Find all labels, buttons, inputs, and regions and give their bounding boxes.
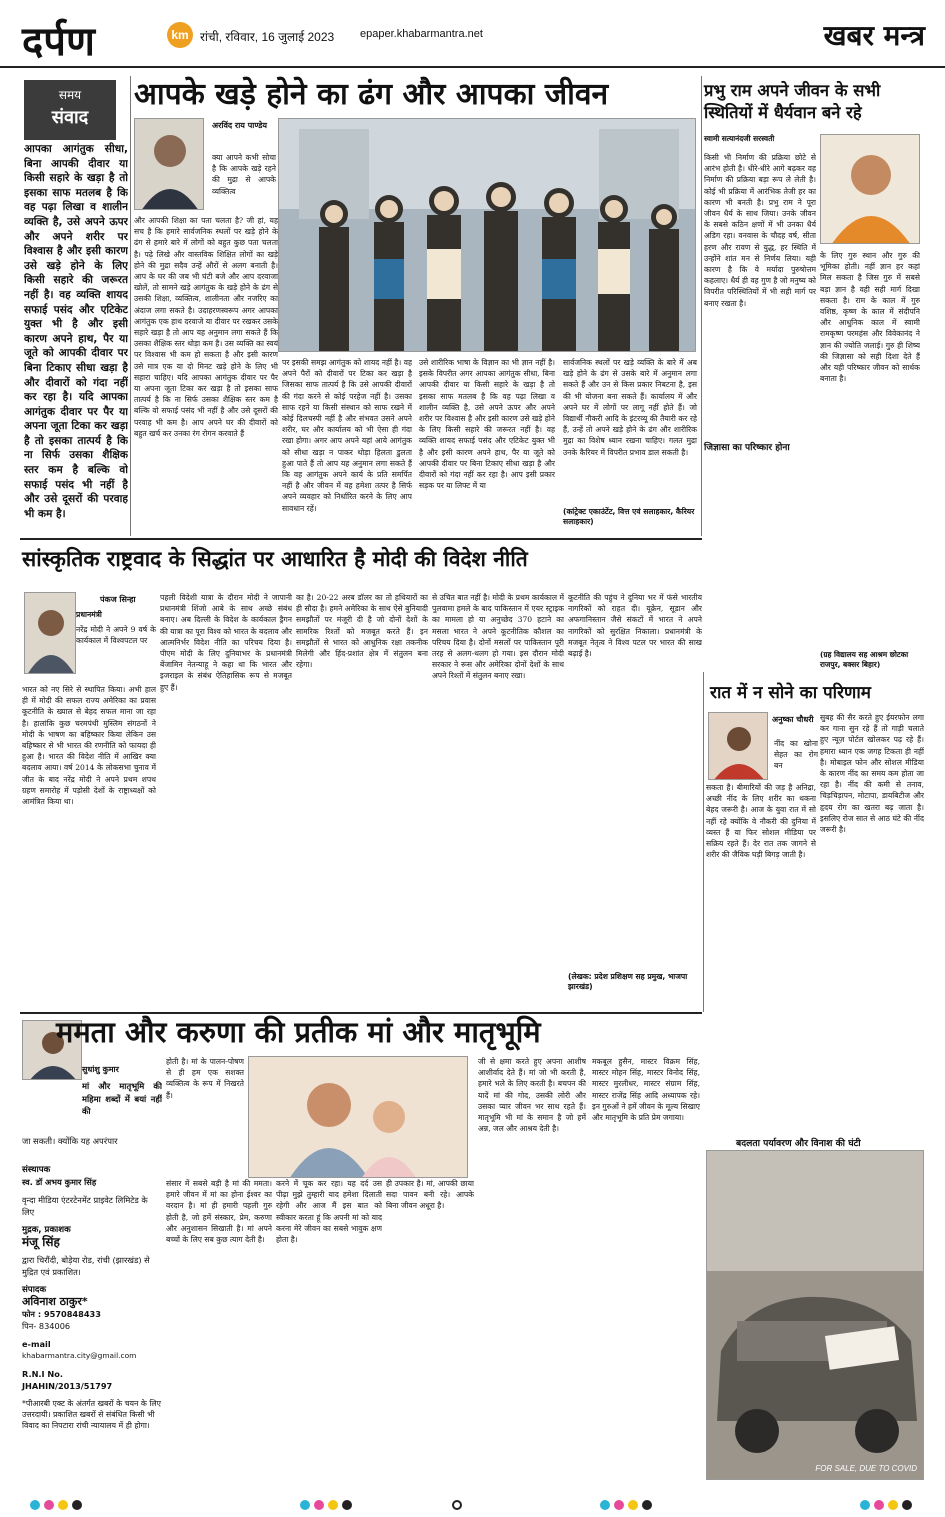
imprint-pin: पिन- 834006	[22, 1321, 71, 1331]
group-photo-illustration	[279, 119, 696, 352]
section-divider	[20, 538, 702, 540]
anushka-photo	[708, 712, 768, 780]
article3-headline: सांस्कृतिक राष्ट्रवाद के सिद्धांत पर आधारित है मोदी की विदेश नीति	[22, 547, 528, 571]
registration-dot	[314, 1500, 324, 1510]
imprint-email[interactable]: khabarmantra.city@gmail.com	[22, 1351, 137, 1360]
registration-dot	[600, 1500, 610, 1510]
article5-col2: करने में चूक कर रहा। यह दर्द उस पीढ़ा मुझे तुम्हारी याद हमेशा दिलाती रहेगी और आज मैं इस बात को स्वीकार करता हूं कि अपनी मां को याद करना मेरे जीवन का सबसे भावुक क्षण होता है।	[276, 1179, 382, 1245]
imprint-company: वृन्दा मीडिया एंटरटेनमेंट प्राइवेट लिमिटेड के लिए	[22, 1195, 148, 1217]
article4-headline: रात में न सोने का परिणाम	[710, 683, 871, 703]
registration-dot	[642, 1500, 652, 1510]
epaper-url[interactable]: epaper.khabarmantra.net	[360, 28, 483, 40]
registration-dot	[300, 1500, 310, 1510]
signage-label: FOR SALE, DUE TO COVID	[815, 1464, 917, 1473]
column-divider	[701, 76, 702, 536]
article3-author: पंकज सिन्हा	[100, 595, 136, 604]
article4-col1: सकता है। बीमारियों की जड़ है अनिद्रा, अच्छी नींद के लिए शरीर का थकना बेहद जरूरी है। आज के युवा रात में सो नहीं रहे क्योंकि वे नौकरी की दुनिया में व्यस्त हैं या फिर सोशल मीडिया पर सक्रिय रहते हैं। देर रात तक जागने से शरीर की जैविक घड़ी बिगड़ जाती है।	[706, 783, 816, 860]
article4-col2: सुबह की सैर करते हुए ईयरफोन लगा कर गाना सुन रहे हैं तो गाड़ी चलाते हुए न्यूज़ पोर्टल खोलकर पढ़ रहे हैं। हमारा ध्यान एक जगह टिकता ही नहीं है। मोबाइल फोन और सोशल मीडिया के कारण नींद का समय कम होता जा रहा है। नींद की कमी से तनाव, चिड़चिड़ापन, मोटापा, डायबिटीज और हृदय रोग का खतरा बढ़ जाता है। इसलिए रोज सात से आठ घंटे की नींद जरूरी है।	[820, 713, 924, 835]
car-illustration	[707, 1151, 924, 1480]
article3-col2: पहली विदेशी यात्रा के दौरान मोदी ने जापानी प्रधानमंत्री शिंजो आबे के साथ अच्छे संबंध बनाए। अब दिल्ली के विदेश के कार्यकाल ड्रैगन की यात्रा का पूरा विश्व को भारत के बदलाव और आत्मनिर्भर विदेश नीति का परिचय दिया है। पीएम मोदी के लिए दुनियाभर के प्रधानमंत्री बेंजामिन नेतन्याहू ने कहा था कि भारत और इजराइल के संबंध ऐतिहासिक रूप से मजबूत हुए हैं।	[160, 593, 292, 692]
article5-col3: ही उपकार है। मां, आपकी छाया सदा पावन बनी रहे। आपके बिना जीवन अधूरा है।	[386, 1179, 474, 1211]
article5-col1b: संसार में सबसे बड़ी है मां की ममता। हमारे जीवन में मां का होना ईश्वर का वरदान है। मां ही हमारी पहली गुरु होती है, जो हमें संस्कार, प्रेम, करुणा और अनुशासन सिखाती है। मां अपने बच्चों के लिए सब कुछ त्याग देती है।	[166, 1179, 272, 1245]
article3-col4: से उचित बात नहीं है। मोदी के प्रथम कार्यकाल में पुलवामा हमले के बाद पाकिस्तान में एयर स्ट्राइक का मामला हो या अनुच्छेद 370 हटाने का मसला भारत ने अपने कूटनीतिक कौशल का परिचय दिया है। दोनों मसलों पर पाकिस्तान पूरी तरह से अलग-थलग हो गया। इस दौरान मोदी सरकार ने रूस और अमेरिका दोनों देशों के साथ अपने रिश्तों में संतुलन बनाए रखा।	[432, 593, 564, 681]
darpan-logo: दर्पण	[22, 18, 95, 65]
article3-col5-wrap	[568, 592, 702, 1012]
imprint-box	[22, 1164, 162, 1482]
imprint-rni-label: R.N.I No.	[22, 1369, 64, 1379]
imprint-rni-number: JHAHIN/2013/51797	[22, 1381, 113, 1391]
article4-author: अनुष्का चौधरी	[772, 715, 814, 724]
imprint-founder: स्व. डॉ अभय कुमार सिंह	[22, 1177, 97, 1187]
samvad-label: संवाद	[51, 107, 89, 128]
article5-col0: मां और मातृभूमि की महिमा शब्दों में बयां नहीं की	[82, 1081, 162, 1116]
registration-dot	[614, 1500, 624, 1510]
pankaj-photo	[24, 592, 76, 674]
photo-caption: बदलता पर्यावरण और विनाश की घंटी	[736, 1138, 861, 1149]
article2-headline: प्रभु राम अपने जीवन के सभी स्थितियों में धैर्यवान बने रहे	[704, 81, 881, 122]
imprint-phone: फोन : 9570848433	[22, 1309, 101, 1319]
person-silhouette-icon	[709, 713, 768, 780]
imprint-publisher: मंजू सिंह	[22, 1235, 60, 1249]
km-badge-icon: km	[167, 22, 193, 48]
imprint-editor: अविनाश ठाकुर*	[22, 1295, 88, 1308]
article5-author: सुधांशु कुमार	[82, 1065, 119, 1074]
article2-col2: के लिए गुरु स्थान और गुरु की भूमिका होती। नहीं ज्ञान हर कहां मिल सकता है जिस गुरु में सबसे बड़ा ज्ञान है वही सही मार्ग दिखा सकता है। राम के काल में गुरु वशिष्ठ, कृष्ण के काल में संदीपनि और आधुनिक काल में स्वामी रामकृष्ण परमहंस और विवेकानंद ने ज्ञान की ज्योति जलाई। गुरु ही शिष्य की जिज्ञासा को सही दिशा देते हैं और यही परिष्कार जीवन को सार्थक बनाता है।	[820, 251, 920, 384]
abandoned-car-photo	[706, 1150, 924, 1480]
imprint-publisher-label: मुद्रक, प्रकाशक	[22, 1225, 71, 1235]
samay-samvad-badge	[24, 80, 116, 140]
brand-name: खबर मन्त्र	[823, 19, 925, 52]
article2-byline: स्वामी सत्यानंदजी सरस्वती	[704, 134, 775, 143]
crosshair-icon	[452, 1500, 462, 1510]
imprint-editor-label: संपादक	[22, 1285, 47, 1295]
registration-dot	[342, 1500, 352, 1510]
article3-col5: कूटनीति की पहुंच ने दुनिया भर में फंसे भारतीय नागरिकों को राहत दी। यूक्रेन, सूडान और अफगानिस्तान जैसे संकटों में भारत ने अपने नागरिकों को सुरक्षित निकाला। प्रधानमंत्री के मजबूत नेतृत्व ने विश्व पटल पर भारत की साख बढ़ाई है।	[568, 593, 702, 659]
registration-dot	[860, 1500, 870, 1510]
article1-col1: क्या आपने कभी सोचा है कि आपके खड़े रहने की मुद्रा से आपके व्यक्तित्व	[212, 153, 276, 196]
person-silhouette-icon	[25, 593, 76, 674]
article1-col4-wrap	[563, 357, 697, 533]
article1-author: अरविंद राय पाण्डेय	[212, 121, 268, 130]
mother-child-photo	[248, 1056, 468, 1178]
article1-col1b: और आपकी शिक्षा का पता चलता है? जी हां, यह सच है कि हमारे सार्वजनिक स्थलों पर खड़े होने के ढंग से हमारे बारे में लोगों को बहुत कुछ पता चलता है। पढ़े लिखे और वास्तविक शिक्षित लोगों का खड़े होने की मुद्रा सदैव उन्हें औरों से अलग बनाती है। आप के घर की जब भी घंटी बजे और आप दरवाजा खोलें, तो सामने खड़े आगंतुक के खड़े होने के ढंग से उसकी शिक्षा, व्यक्तित्व, शालीनता और नजरिए का अंदाज लगा सकते है। उदाहरणस्वरूप अगर आपका आगंतुक एक हाथ दरवाजे या दीवार पर रखकर उसके सहारे खड़ा है तो आप यह अनुमान लगा सकते हैं कि उसका शैक्षिक स्तर थोड़ा कम है। उस व्यक्ति का स्वयं पर विश्वास भी कम हो सकता है और इसी कारण उसे मात्र एक या दो मिनट खड़े होने के लिए भी सहारा चाहिए। यदि आपका आगंतुक दीवार पर पैर या अपना जूता टिका कर खड़ा है तो इसका साफ तात्पर्य है कि ना सिर्फ उसका शैक्षिक स्तर कम है बल्कि वो सफाई पसंद भी नहीं है और उसे दूसरों की परवाह भी कम है। आप अपने घर की दीवारों को बहुत खर्च कर उनका रंग रोगन करवाते हैं	[134, 216, 278, 438]
registration-dot	[44, 1500, 54, 1510]
article5-col5: मकबूल हुसैन, मास्टर विक्रम सिंह, मास्टर मोहन सिंह, मास्टर विनोद सिंह, मास्टर मुरलीधर, मास्टर संग्राम सिंह, मास्टर राजेंद्र सिंह आदि अध्यापक रहे। इन गुरुओं ने हमें जीवन के मूल्य सिखाए और मातृभूमि के प्रति प्रेम जगाया।	[592, 1057, 700, 1123]
column-divider	[703, 672, 704, 1012]
students-photo	[278, 118, 696, 352]
registration-dot	[58, 1500, 68, 1510]
imprint-address: द्वारा चिरौंदी, बोड़ेया रोड, रांची (झारखंड) से मुद्रित एवं प्रकाशित।	[22, 1255, 150, 1277]
samay-text: आपका आगंतुक सीधा, बिना आपकी दीवार या किसी सहारे के खड़ा है तो इसका साफ मतलब है कि वह पढ़ा लिखा व शालीन व्यक्ति है, उसे अपने ऊपर और अपने शरीर पर विश्वास है और इसी कारण उसे खड़े होने के लिए किसी सहारे की जरूरत नहीं है। वह व्यक्ति शायद सफाई पसंद और एटिकेट युक्त भी है और इसी कारण अपने हाथ, पैर या जूते को आपकी दीवार पर बिना टिकाए सीधा खड़ा है और दीवारों को गंदा नहीं कर रहा है। यदि आपका आगंतुक दीवार पर पैर या अपना जूता टिका कर खड़ा है तो इसका तात्पर्य है कि ना सिर्फ उसका शैक्षिक स्तर कम है बल्कि वो सफाई पसंद भी नहीं है और उसे दूसरों की परवाह भी कम है।	[24, 143, 128, 520]
article2-credit: (ग्रह विद्यालय सह आश्रम छोटका राजपुर, बक्सर बिहार)	[820, 650, 909, 669]
registration-dot	[902, 1500, 912, 1510]
article5-col4: जी से क्षमा करते हुए अपना आशीष आशीर्वाद देते हैं। मां जो भी करती है, हमारे भले के लिए करती है। बचपन की यादें मां की गोद, उसकी लोरी और उसका प्यार जीवन भर साथ रहते हैं। मातृभूमि भी मां के समान है जो हमें अन्न, जल और आश्रय देती है।	[478, 1057, 586, 1134]
author-photo	[134, 118, 204, 210]
article1-headline: आपके खड़े होने का ढंग और आपका जीवन	[134, 77, 609, 112]
article1-col4: सार्वजनिक स्थलों पर खड़े व्यक्ति के बारे में अब खड़े होने के ढंग से उसके बारे में अनुमान लगा सकते हैं और उन से किस प्रकार निबटना है, इस की भी योजना बना सकते हैं। कार्यालय में और अपने घर में लोगों पर लागू नहीं होते हैं। जो विद्यार्थी नौकरी आदि के इंटरव्यू की तैयारी कर रहे हैं, उन्हें तो अपने खड़े होने के ढंग और शारीरिक मुद्रा का विशेष ध्यान रखना चाहिए। गलत मुद्रा उनके कैरियर में विपरीत प्रभाव डाल सकती है।	[563, 358, 697, 457]
article3-col3: का है। 20-22 अरब डॉलर का तो हथियारों का ही सौदा है। हमने अमेरिका के साथ ऐसे बुनियादी समझौतों पर मंजूरी दी है जो दोनों देशों के सामरिक रिश्तों को मजबूत करते हैं। इन समझौतों से भारत को आधुनिक रक्षा तकनीक मिलेगी और हिंद-प्रशांत क्षेत्र में संतुलन बना रहेगा।	[296, 593, 428, 670]
footer-registration-strip	[0, 1490, 945, 1517]
article1-col3: उसे शारीरिक भाषा के विज्ञान का भी ज्ञान नहीं है। इसके विपरीत अगर आपका आगंतुक सीधा, बिना आपकी दीवार या किसी सहारे के खड़ा है तो इसका साफ मतलब है कि वह पढ़ा लिखा व शालीन व्यक्ति है, उसे अपने ऊपर और अपने शरीर पर विश्वास है और इसी कारण उसे खड़े होने के लिए किसी सहारे की जरूरत नहीं है। वह व्यक्ति शायद सफाई पसंद और एटिकेट युक्त भी है और इसी कारण अपने हाथ, पैर या जूते को आपकी दीवार पर बिना टिकाए सीधा खड़ा है और दीवारों को गंदा नहीं कर रहा है। आप इसी प्रकार सड़क पर या लिफ्ट में या	[419, 358, 555, 491]
imprint-email-label: e-mail	[22, 1339, 51, 1349]
person-silhouette-icon	[135, 119, 204, 210]
registration-dot	[30, 1500, 40, 1510]
article3-role: प्रधानमंत्री	[76, 610, 102, 619]
swami-photo	[820, 134, 920, 244]
imprint-founder-label: संस्थापक	[22, 1165, 51, 1175]
article5-headline: ममता और करुणा की प्रतीक मां और मातृभूमि	[56, 1015, 541, 1049]
article3-col1: भारत को नए सिरे से स्थापित किया। अभी हाल ही में मोदी की सफल राज्य अमेरिका का प्रवास कूटनीति के ख्याल से बेहद सफल माना जा रहा है। हालांकि कुछ चरमपंथी मुस्लिम संगठनों ने मोदी के भाषण का बहिष्कार किया लेकिन उस बहिष्कार से भी भारत की रणनीति को फायदा ही हुआ है। भारत की विदेश नीति में आखिर क्या बदलाव आया। वर्ष 2014 के लोकसभा चुनाव में जीत के बाद नरेंद्र मोदी ने अपने प्रथम शपथ ग्रहण समारोह में पड़ोसी देशों के राष्ट्राध्यक्षों को आमंत्रित किया था।	[22, 685, 156, 807]
registration-dot	[888, 1500, 898, 1510]
article2-col1: किसी भी निर्माण की प्रक्रिया छोटे से आरंभ होती है। धीरे-धीरे आगे बढ़कर वह निर्माण की प्रक्रिया बड़ा रूप ले लेती है। कोई भी प्रक्रिया में आरंभिक तेजी हर का कारण भी बनती है। प्रभु राम ने पूरा जीवन धैर्य के साथ जिया। उनके जीवन के सबसे कठिन क्षणों में भी उनका धैर्य अडिग रहा। वनवास के चौदह वर्ष, सीता हरण और रावण से युद्ध, हर स्थिति में उन्होंने शांत मन से निर्णय लिया। यही कारण है कि वे मर्यादा पुरुषोत्तम कहलाए। धैर्य ही वह गुण है जो मनुष्य को विपरीत परिस्थितियों में भी सही मार्ग पर बनाए रखता है।	[704, 153, 816, 308]
article1-col2: पर इसकी समझ आगंतुक को शायद नहीं है। वह अपने पैरों को दीवारों पर टिका कर खड़ा है जिसका साफ तात्पर्य है कि उसे आपकी दीवारों की गंदा करने से कोई परहेज नहीं है। उसका साफ रहने या किसी संस्थान को साफ रखने में कोई दिलचस्पी नहीं है और संभवत उसने अपने शरीर, घर और कार्यालय को भी ऐसा ही गंदा रखा होगा। अगर आप अपने यहां आये आगंतुक को सीधा खड़ा न पाकर थोड़ा हिलता डुलता हुआ पाते हैं तो आप यह अनुमान लगा सकते हैं कि वह आगंतुक अपने कार्य के प्रति समर्पित नहीं है और जीवन में वह हमेशा तत्पर है सिर्फ अपने व्यवहार को निर्धारित करने के लिए आप सावधान रहें।	[282, 358, 412, 513]
masthead	[0, 0, 945, 68]
person-silhouette-icon	[821, 135, 920, 244]
column-divider	[130, 76, 131, 536]
registration-dot	[328, 1500, 338, 1510]
registration-dot	[874, 1500, 884, 1510]
date-line: रांची, रविवार, 16 जुलाई 2023	[200, 30, 335, 44]
article4-col0: नींद का खोना सेहत का रोग बन	[774, 739, 818, 771]
mother-child-illustration	[249, 1057, 468, 1178]
article5-col0b: जा सकती। क्योंकि यह अपरंपार	[22, 1136, 118, 1146]
article2-subhead: जिज्ञासा का परिष्कार होना	[704, 443, 790, 453]
imprint-note: *पीआरबी एक्ट के अंतर्गत खबरों के चयन के लिए उत्तरदायी। प्रकाशित खबरों से संबंधित किसी भी विवाद का निपटारा रांची न्यायालय में ही होगा।	[22, 1399, 161, 1430]
registration-dot	[72, 1500, 82, 1510]
article3-col0: नरेंद्र मोदी ने अपने 9 वर्ष के कार्यकाल में विश्वपटल पर	[76, 625, 156, 646]
registration-dot	[628, 1500, 638, 1510]
article5-col1: होती है। मां के पालन-पोषण से ही हम एक सशक्त व्यक्तित्व के रूप में निखरते हैं।	[166, 1057, 244, 1100]
samay-label: समय	[58, 88, 82, 102]
article3-credit: (लेखक: प्रदेश प्रशिक्षण सह प्रमुख, भाजपा झारखंड)	[568, 972, 688, 991]
article1-credit: (कांट्रेक्ट एकाउंटेंट, वित्त एवं सलाहकार, कैरियर सलाहकार)	[563, 507, 695, 526]
